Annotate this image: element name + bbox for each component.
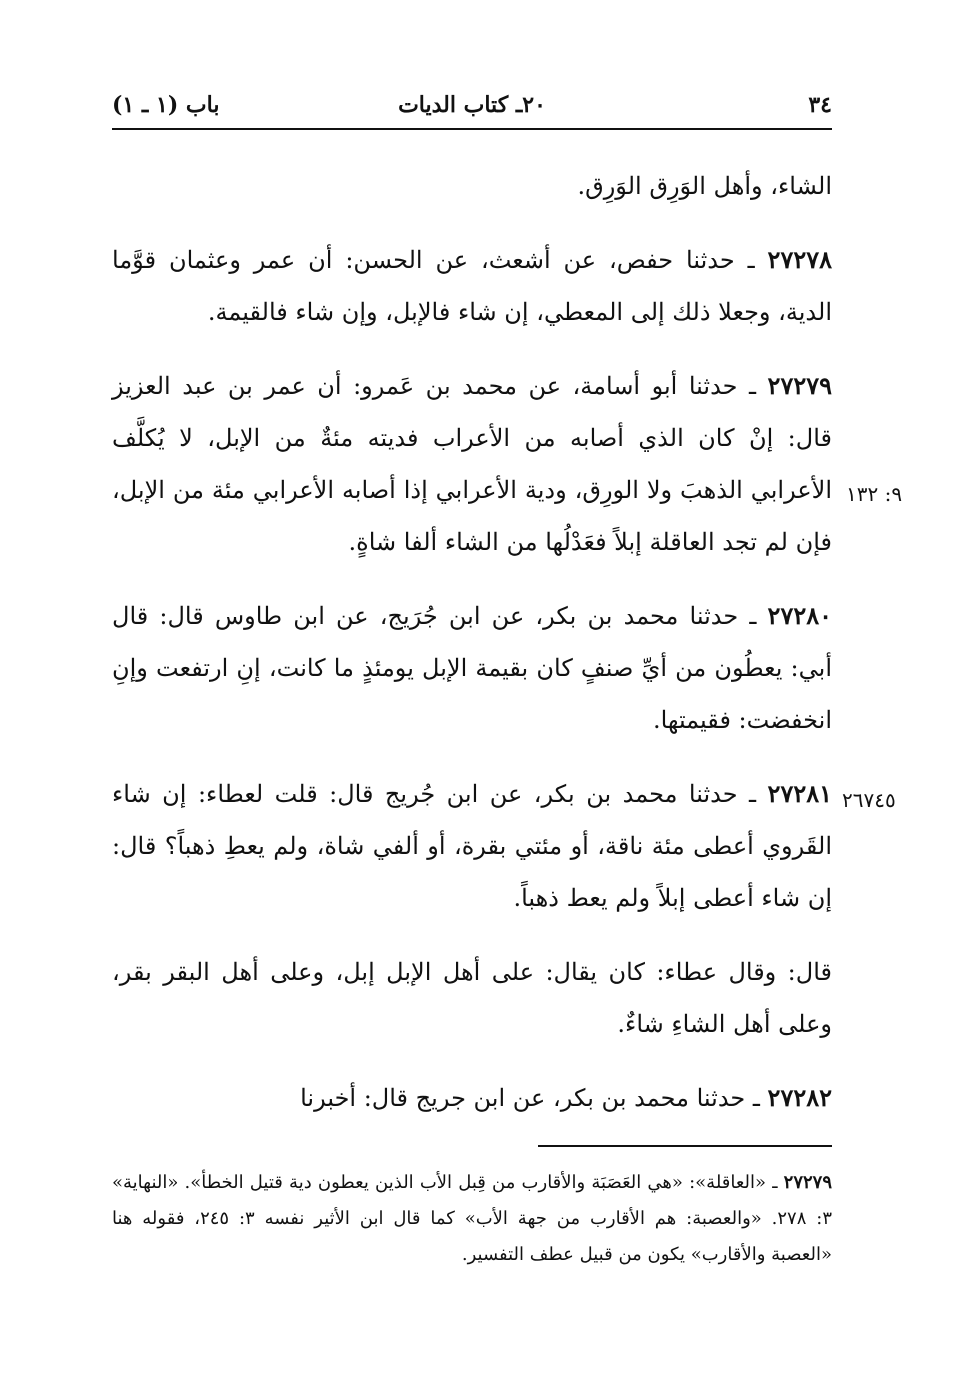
paragraph-text: ـ حدثنا محمد بن بكر، عن ابن جُرَيج، عن ابن طاوس قال: قال أبي: يعطُون من أيِّ صنفٍ كان بقيمة الإبل يومئذٍ ما كانت، إنِ ارتفعت وإنِ انخفضت: فقيمتها. (112, 602, 832, 734)
margin-reference: ٢٦٧٤٥ (842, 788, 896, 812)
paragraph-text: ـ حدثنا محمد بن بكر، عن ابن جُريج قال: قلت لعطاء: إن شاء القَروي أعطى مئة ناقة، أو مئتي بقرة، أو ألفي شاة، ولم يعطِ ذهباً؟ قال: إن شاء أعطى إبلاً ولم يعط ذهباً. (112, 780, 832, 912)
page-number: ٣٤ (808, 92, 832, 118)
paragraph (112, 1072, 832, 1124)
hadith-number: ٢٧٢٧٩ (767, 371, 832, 400)
chapter-label: باب (١ ـ ١) (112, 92, 220, 118)
paragraph (112, 360, 832, 568)
paragraph-text: قال: وقال عطاء: كان يقال: على أهل الإبل إبل، وعلى أهل البقر بقر، وعلى أهل الشاءِ شاءٌ. (112, 958, 832, 1038)
header-rule (112, 128, 832, 130)
margin-reference: ٩: ١٣٢ (846, 482, 903, 506)
paragraph (112, 234, 832, 338)
footnote-text: ـ «العاقلة»: «هي العَصَبَة والأقارب من قِبل الأب الذين يعطون دية قتيل الخطأ». «النهاية» ٣: ٢٧٨. «والعصبة: هم الأقارب من جهة الأب» كما قال ابن الأثير نفسه ٣: ٢٤٥، فقوله هنا «العصبة والأقارب» يكون من قبيل عطف التفسير. (112, 1172, 832, 1265)
paragraph-text: ـ حدثنا محمد بن بكر، عن ابن جريج قال: أخبرنا (300, 1084, 768, 1112)
footnote-rule (538, 1145, 832, 1147)
footnote-number: ٢٧٢٧٩ (783, 1172, 832, 1193)
hadith-number: ٢٧٢٨٢ (767, 1083, 832, 1112)
hadith-number: ٢٧٢٨٠ (767, 601, 832, 630)
paragraph (112, 590, 832, 746)
paragraph (112, 768, 832, 924)
book-title: ٢٠ـ كتاب الديات (398, 92, 546, 118)
paragraph-text: الشاء، وأهل الوَرِق الوَرِق. (577, 172, 832, 200)
main-text (112, 160, 832, 1146)
paragraph (112, 160, 832, 212)
page-header (112, 86, 832, 126)
paragraph (112, 946, 832, 1050)
hadith-number: ٢٧٢٨١ (767, 779, 832, 808)
paragraph-text: ـ حدثنا حفص، عن أشعث، عن الحسن: أن عمر وعثمان قوَّما الدية، وجعلا ذلك إلى المعطي، إن شاء فالإبل، وإن شاء فالقيمة. (112, 246, 832, 326)
paragraph-text: ـ حدثنا أبو أسامة، عن محمد بن عَمرو: أن عمر بن عبد العزيز قال: إنْ كان الذي أصابه من الأعراب فديته مئةٌ من الإبل، لا يُكلَّف الأعرابي الذهبَ ولا الورِق، ودية الأعرابي إذا أصابه الأعرابي مئة من الإبل، فإن لم تجد العاقلة إبلاً فعَدْلُها من الشاء ألفا شاةٍ. (112, 372, 832, 556)
footnote (112, 1165, 832, 1273)
hadith-number: ٢٧٢٧٨ (767, 245, 832, 274)
